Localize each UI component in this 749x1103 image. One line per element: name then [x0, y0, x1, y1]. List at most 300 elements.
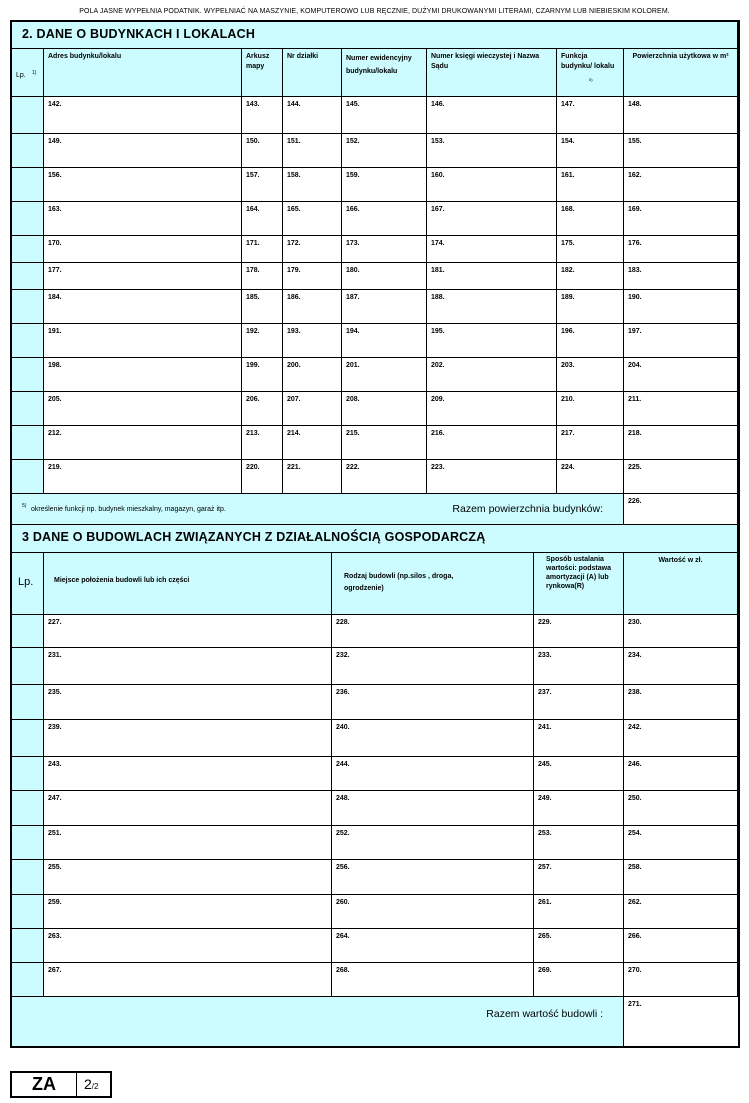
field-address[interactable] [44, 168, 242, 202]
field-land-register[interactable] [427, 236, 557, 263]
field-number: 250. [628, 795, 642, 802]
field-usable-area[interactable] [624, 202, 738, 236]
field-number: 257. [538, 864, 552, 871]
field-number: 242. [628, 724, 642, 731]
field-number: 204. [628, 362, 642, 369]
field-structure-type[interactable] [332, 685, 534, 720]
form-code: ZA [12, 1073, 77, 1096]
field-location[interactable] [44, 720, 332, 757]
field-map-sheet[interactable] [242, 290, 283, 324]
field-location[interactable] [44, 757, 332, 791]
field-land-register[interactable] [427, 324, 557, 358]
field-number: 174. [431, 240, 445, 247]
field-number: 152. [346, 138, 360, 145]
field-number: 245. [538, 761, 552, 768]
field-land-register[interactable] [427, 263, 557, 290]
field-function[interactable] [557, 460, 624, 494]
field-map-sheet[interactable] [242, 426, 283, 460]
field-number: 249. [538, 795, 552, 802]
field-number: 267. [48, 967, 62, 974]
field-value[interactable] [624, 895, 738, 929]
field-record-number[interactable] [342, 392, 427, 426]
field-value[interactable] [624, 648, 738, 685]
header-text: Funkcja budynku/ lokalu [561, 53, 615, 70]
field-location[interactable] [44, 826, 332, 860]
field-number: 233. [538, 652, 552, 659]
field-number: 258. [628, 864, 642, 871]
field-land-register[interactable] [427, 97, 557, 134]
footnote-text: określenie funkcji np. budynek mieszkalny, magazyn, garaż itp. [31, 506, 226, 513]
field-valuation-method[interactable] [534, 757, 624, 791]
row-lp-cell [12, 929, 44, 963]
field-valuation-method[interactable] [534, 963, 624, 997]
row-lp-cell [12, 97, 44, 134]
field-record-number[interactable] [342, 97, 427, 134]
field-address[interactable] [44, 392, 242, 426]
field-plot-number[interactable] [283, 263, 342, 290]
field-number: 200. [287, 362, 301, 369]
field-number: 196. [561, 328, 575, 335]
field-number: 148. [628, 101, 642, 108]
field-land-register[interactable] [427, 460, 557, 494]
field-valuation-method[interactable] [534, 791, 624, 826]
field-buildings-total[interactable] [624, 494, 738, 525]
field-number: 264. [336, 933, 350, 940]
field-address[interactable] [44, 426, 242, 460]
field-address[interactable] [44, 97, 242, 134]
field-record-number[interactable] [342, 324, 427, 358]
field-number: 208. [346, 396, 360, 403]
field-address[interactable] [44, 263, 242, 290]
field-location[interactable] [44, 895, 332, 929]
field-number: 182. [561, 267, 575, 274]
field-structure-type[interactable] [332, 895, 534, 929]
field-number: 155. [628, 138, 642, 145]
field-record-number[interactable] [342, 202, 427, 236]
field-location[interactable] [44, 685, 332, 720]
field-number: 206. [246, 396, 260, 403]
field-number: 168. [561, 206, 575, 213]
field-number: 238. [628, 689, 642, 696]
header-plot-number [283, 49, 342, 97]
field-number: 159. [346, 172, 360, 179]
field-structure-type[interactable] [332, 720, 534, 757]
field-number: 202. [431, 362, 445, 369]
field-number: 194. [346, 328, 360, 335]
field-number: 215. [346, 430, 360, 437]
field-number: 153. [431, 138, 445, 145]
field-value[interactable] [624, 826, 738, 860]
field-plot-number[interactable] [283, 202, 342, 236]
field-number: 173. [346, 240, 360, 247]
field-usable-area[interactable] [624, 134, 738, 168]
field-function[interactable] [557, 263, 624, 290]
header-lp-label: Lp. [18, 576, 34, 588]
field-number: 185. [246, 294, 260, 301]
field-usable-area[interactable] [624, 392, 738, 426]
field-usable-area[interactable] [624, 324, 738, 358]
field-function[interactable] [557, 202, 624, 236]
field-address[interactable] [44, 290, 242, 324]
field-map-sheet[interactable] [242, 358, 283, 392]
field-value[interactable] [624, 685, 738, 720]
field-number: 187. [346, 294, 360, 301]
field-number: 221. [287, 464, 301, 471]
field-plot-number[interactable] [283, 134, 342, 168]
row-lp-cell [12, 202, 44, 236]
field-number: 262. [628, 899, 642, 906]
field-number: 254. [628, 830, 642, 837]
field-structure-type[interactable] [332, 615, 534, 648]
row-lp-cell [12, 648, 44, 685]
field-number: 170. [48, 240, 62, 247]
field-number: 216. [431, 430, 445, 437]
field-usable-area[interactable] [624, 426, 738, 460]
field-land-register[interactable] [427, 134, 557, 168]
field-number: 213. [246, 430, 260, 437]
row-lp-cell [12, 236, 44, 263]
row-lp-cell [12, 720, 44, 757]
field-map-sheet[interactable] [242, 324, 283, 358]
header-function-sup: 5) [589, 77, 593, 82]
field-number: 224. [561, 464, 575, 471]
field-structure-type[interactable] [332, 963, 534, 997]
footnote-sup: 5) [22, 503, 27, 509]
field-number: 142. [48, 101, 62, 108]
row-lp-cell [12, 460, 44, 494]
field-structure-type[interactable] [332, 757, 534, 791]
header-address [44, 49, 242, 97]
field-usable-area[interactable] [624, 290, 738, 324]
form-body [10, 20, 740, 1048]
field-number: 263. [48, 933, 62, 940]
field-number: 198. [48, 362, 62, 369]
field-function[interactable] [557, 358, 624, 392]
buildings-total-row [12, 494, 624, 525]
field-number: 207. [287, 396, 301, 403]
page-total: /2 [91, 1082, 99, 1091]
field-value[interactable] [624, 720, 738, 757]
field-value[interactable] [624, 757, 738, 791]
field-number: 178. [246, 267, 260, 274]
field-number: 218. [628, 430, 642, 437]
field-number: 211. [628, 396, 642, 403]
field-valuation-method[interactable] [534, 895, 624, 929]
field-number: 186. [287, 294, 301, 301]
field-number: 147. [561, 101, 575, 108]
field-valuation-method[interactable] [534, 929, 624, 963]
field-plot-number[interactable] [283, 460, 342, 494]
field-number: 229. [538, 619, 552, 626]
header-lp [12, 553, 44, 615]
field-number: 220. [246, 464, 260, 471]
field-function[interactable] [557, 236, 624, 263]
field-number: 176. [628, 240, 642, 247]
field-structure-type[interactable] [332, 860, 534, 895]
field-number: 205. [48, 396, 62, 403]
field-location[interactable] [44, 963, 332, 997]
field-number: 260. [336, 899, 350, 906]
field-plot-number[interactable] [283, 426, 342, 460]
field-structures-total[interactable] [624, 997, 738, 1046]
field-number: 231. [48, 652, 62, 659]
field-function[interactable] [557, 290, 624, 324]
field-map-sheet[interactable] [242, 236, 283, 263]
header-location [44, 553, 332, 615]
field-address[interactable] [44, 324, 242, 358]
row-lp-cell [12, 168, 44, 202]
field-value[interactable] [624, 615, 738, 648]
field-land-register[interactable] [427, 202, 557, 236]
row-lp-cell [12, 358, 44, 392]
field-usable-area[interactable] [624, 460, 738, 494]
field-plot-number[interactable] [283, 324, 342, 358]
field-number: 164. [246, 206, 260, 213]
field-valuation-method[interactable] [534, 685, 624, 720]
field-number: 161. [561, 172, 575, 179]
field-number: 209. [431, 396, 445, 403]
field-function[interactable] [557, 324, 624, 358]
field-value[interactable] [624, 963, 738, 997]
field-number: 192. [246, 328, 260, 335]
field-map-sheet[interactable] [242, 263, 283, 290]
header-text: Arkusz mapy [246, 53, 270, 70]
field-number: 166. [346, 206, 360, 213]
field-map-sheet[interactable] [242, 202, 283, 236]
field-location[interactable] [44, 929, 332, 963]
field-number: 243. [48, 761, 62, 768]
form-instructions: POLA JASNE WYPEŁNIA PODATNIK. WYPEŁNIAĆ NA MASZYNIE, KOMPUTEROWO LUB RĘCZNIE, DUŻYMI DRUKOWANYMI LITERAMI, CZARNYM LUB NIEBIESKIM KOLOREM. [79, 8, 670, 15]
field-number: 210. [561, 396, 575, 403]
field-record-number[interactable] [342, 236, 427, 263]
field-function[interactable] [557, 426, 624, 460]
field-number: 261. [538, 899, 552, 906]
row-lp-cell [12, 324, 44, 358]
field-address[interactable] [44, 202, 242, 236]
field-number: 146. [431, 101, 445, 108]
header-text: Wartość w zł. [658, 557, 703, 564]
field-value[interactable] [624, 791, 738, 826]
header-land-register [427, 49, 557, 97]
field-map-sheet[interactable] [242, 97, 283, 134]
field-number: 167. [431, 206, 445, 213]
field-land-register[interactable] [427, 168, 557, 202]
header-usable-area [624, 49, 738, 97]
field-plot-number[interactable] [283, 168, 342, 202]
field-number: 163. [48, 206, 62, 213]
field-valuation-method[interactable] [534, 860, 624, 895]
structures-total-label: Razem wartość budowli : [486, 1008, 603, 1020]
field-record-number[interactable] [342, 263, 427, 290]
field-location[interactable] [44, 648, 332, 685]
field-number: 156. [48, 172, 62, 179]
field-structure-type[interactable] [332, 648, 534, 685]
header-text: Miejsce położenia budowli lub ich części [54, 577, 190, 584]
field-number: 256. [336, 864, 350, 871]
field-address[interactable] [44, 134, 242, 168]
field-map-sheet[interactable] [242, 134, 283, 168]
buildings-total-label: Razem powierzchnia budynków: [452, 503, 603, 515]
field-number: 162. [628, 172, 642, 179]
section-3-header [12, 525, 738, 553]
field-map-sheet[interactable] [242, 460, 283, 494]
field-number: 154. [561, 138, 575, 145]
field-number: 181. [431, 267, 445, 274]
field-number: 247. [48, 795, 62, 802]
field-number: 270. [628, 967, 642, 974]
row-lp-cell [12, 134, 44, 168]
header-text: Nr działki [287, 53, 319, 60]
header-record-number [342, 49, 427, 97]
field-usable-area[interactable] [624, 358, 738, 392]
field-plot-number[interactable] [283, 290, 342, 324]
field-number: 151. [287, 138, 301, 145]
field-usable-area[interactable] [624, 263, 738, 290]
field-record-number[interactable] [342, 460, 427, 494]
field-number: 193. [287, 328, 301, 335]
field-number: 230. [628, 619, 642, 626]
field-usable-area[interactable] [624, 168, 738, 202]
field-value[interactable] [624, 929, 738, 963]
row-lp-cell [12, 685, 44, 720]
field-number: 228. [336, 619, 350, 626]
field-usable-area[interactable] [624, 97, 738, 134]
field-land-register[interactable] [427, 392, 557, 426]
page-number [84, 1076, 98, 1092]
row-lp-cell [12, 963, 44, 997]
field-number: 214. [287, 430, 301, 437]
field-plot-number[interactable] [283, 97, 342, 134]
field-record-number[interactable] [342, 290, 427, 324]
field-land-register[interactable] [427, 290, 557, 324]
field-plot-number[interactable] [283, 392, 342, 426]
field-number: 269. [538, 967, 552, 974]
header-text: Adres budynku/lokalu [48, 53, 122, 60]
field-number: 184. [48, 294, 62, 301]
field-structure-type[interactable] [332, 929, 534, 963]
field-number: 225. [628, 464, 642, 471]
field-number: 235. [48, 689, 62, 696]
row-lp-cell [12, 860, 44, 895]
field-number: 172. [287, 240, 301, 247]
field-location[interactable] [44, 791, 332, 826]
field-land-register[interactable] [427, 426, 557, 460]
field-number: 244. [336, 761, 350, 768]
field-map-sheet[interactable] [242, 392, 283, 426]
field-valuation-method[interactable] [534, 826, 624, 860]
field-map-sheet[interactable] [242, 168, 283, 202]
field-structure-type[interactable] [332, 826, 534, 860]
section-2-title: 2. DANE O BUDYNKACH I LOKALACH [22, 27, 256, 41]
row-lp-cell [12, 895, 44, 929]
header-lp-sup: 1) [32, 70, 37, 76]
field-function[interactable] [557, 392, 624, 426]
field-number: 271. [628, 1001, 642, 1008]
row-lp-cell [12, 615, 44, 648]
form-code-box [10, 1071, 112, 1098]
field-number: 203. [561, 362, 575, 369]
field-number: 179. [287, 267, 301, 274]
field-number: 259. [48, 899, 62, 906]
field-number: 143. [246, 101, 260, 108]
field-number: 223. [431, 464, 445, 471]
field-number: 197. [628, 328, 642, 335]
field-number: 239. [48, 724, 62, 731]
field-record-number[interactable] [342, 168, 427, 202]
field-number: 160. [431, 172, 445, 179]
field-location[interactable] [44, 615, 332, 648]
field-record-number[interactable] [342, 426, 427, 460]
field-number: 226. [628, 498, 642, 505]
field-number: 188. [431, 294, 445, 301]
field-number: 252. [336, 830, 350, 837]
header-text: Numer ewidencyjny budynku/lokalu [346, 55, 412, 75]
field-usable-area[interactable] [624, 236, 738, 263]
field-number: 227. [48, 619, 62, 626]
field-record-number[interactable] [342, 358, 427, 392]
row-lp-cell [12, 791, 44, 826]
field-function[interactable] [557, 97, 624, 134]
field-number: 234. [628, 652, 642, 659]
structures-total-row [12, 997, 624, 1046]
field-address[interactable] [44, 358, 242, 392]
field-number: 165. [287, 206, 301, 213]
field-location[interactable] [44, 860, 332, 895]
field-number: 183. [628, 267, 642, 274]
field-record-number[interactable] [342, 134, 427, 168]
field-number: 212. [48, 430, 62, 437]
row-lp-cell [12, 426, 44, 460]
field-number: 190. [628, 294, 642, 301]
field-number: 149. [48, 138, 62, 145]
field-number: 219. [48, 464, 62, 471]
field-number: 255. [48, 864, 62, 871]
header-lp [12, 49, 44, 97]
field-number: 201. [346, 362, 360, 369]
header-text: Sposób ustalania wartości: podstawa amortyzacji (A) lub rynkowa(R) [546, 556, 611, 590]
header-lp-label: Lp. [16, 72, 26, 79]
field-number: 248. [336, 795, 350, 802]
field-land-register[interactable] [427, 358, 557, 392]
field-number: 144. [287, 101, 301, 108]
field-number: 180. [346, 267, 360, 274]
field-number: 175. [561, 240, 575, 247]
field-number: 171. [246, 240, 260, 247]
field-valuation-method[interactable] [534, 615, 624, 648]
field-number: 237. [538, 689, 552, 696]
field-address[interactable] [44, 236, 242, 263]
field-structure-type[interactable] [332, 791, 534, 826]
field-number: 240. [336, 724, 350, 731]
field-function[interactable] [557, 134, 624, 168]
field-address[interactable] [44, 460, 242, 494]
field-number: 232. [336, 652, 350, 659]
field-plot-number[interactable] [283, 236, 342, 263]
field-valuation-method[interactable] [534, 720, 624, 757]
header-valuation-method [534, 553, 624, 615]
field-number: 246. [628, 761, 642, 768]
row-lp-cell [12, 290, 44, 324]
field-valuation-method[interactable] [534, 648, 624, 685]
field-value[interactable] [624, 860, 738, 895]
field-function[interactable] [557, 168, 624, 202]
field-plot-number[interactable] [283, 358, 342, 392]
field-number: 217. [561, 430, 575, 437]
row-lp-cell [12, 826, 44, 860]
field-number: 266. [628, 933, 642, 940]
header-value [624, 553, 738, 615]
field-number: 199. [246, 362, 260, 369]
